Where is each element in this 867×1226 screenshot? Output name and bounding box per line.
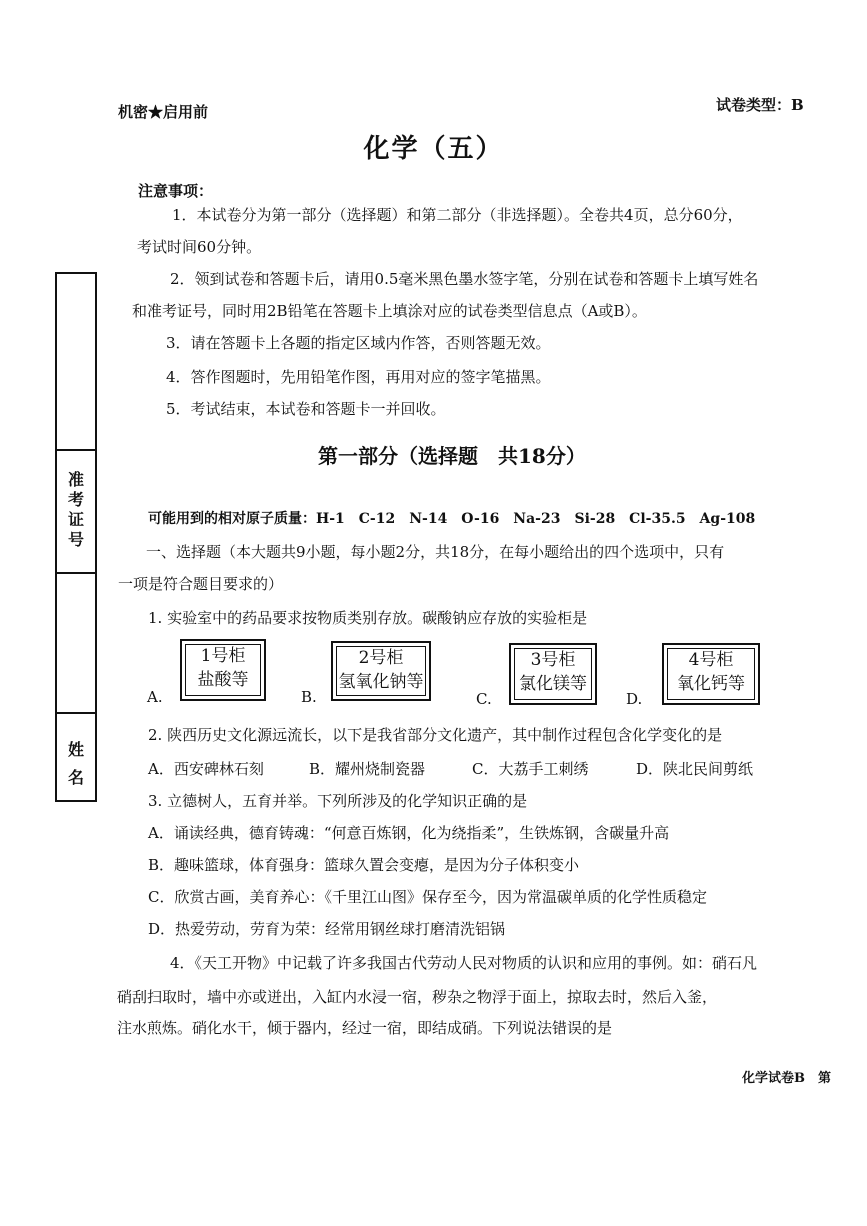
strip-divider-3 — [57, 712, 95, 714]
q4-line-1: 4．《天工开物》中记载了许多我国古代劳动人民对物质的认识和应用的事例。如：硝石凡 — [170, 954, 758, 972]
note-1-line-1: 1．本试卷分为第一部分（选择题）和第二部分（非选择题）。全卷共4页，总分60分， — [172, 206, 743, 224]
strip-divider-1 — [57, 449, 95, 451]
name-label: 姓名 — [67, 740, 84, 787]
cabinet-number: 1号柜 — [200, 646, 246, 666]
q2-option-b: B．耀州烧制瓷器 — [309, 760, 426, 778]
cabinet-number: 3号柜 — [530, 650, 576, 670]
cabinet-inner-frame — [336, 646, 426, 696]
exam-id-label: 准考证号 — [67, 470, 84, 549]
binding-strip — [55, 272, 97, 802]
part1-title: 第一部分（选择题 共18分） — [318, 444, 586, 468]
q3-stem: 3. 立德树人，五育并举。下列所涉及的化学知识正确的是 — [148, 792, 528, 810]
q1-option-d-cabinet — [662, 643, 760, 705]
q3-option-a: A．诵读经典，德育铸魂：“何意百炼钢，化为绕指柔”，生铁炼钢，含碳量升高 — [148, 824, 670, 842]
cabinet-inner-frame — [667, 648, 755, 700]
note-2-line-1: 2．领到试卷和答题卡后，请用0.5毫米黑色墨水签字笔，分别在试卷和答题卡上填写姓名 — [170, 270, 759, 288]
footer-page-label: 化学试卷B 第 — [742, 1071, 831, 1086]
note-1-line-2: 考试时间60分钟。 — [137, 238, 262, 256]
q1-stem: 1. 实验室中的药品要求按物质类别存放。碳酸钠应存放的实验柜是 — [148, 609, 588, 627]
note-4: 4．答作图题时，先用铅笔作图，再用对应的签字笔描黑。 — [166, 368, 551, 386]
section-line-2: 一项是符合题目要求的） — [118, 575, 284, 593]
q4-line-3: 注水煎炼。硝化水干，倾于器内，经过一宿，即结成硝。下列说法错误的是 — [117, 1019, 613, 1037]
strip-divider-2 — [57, 572, 95, 574]
cabinet-contents: 氧化钙等 — [677, 674, 745, 694]
section-line-1: 一、选择题（本大题共9小题，每小题2分，共18分，在每小题给出的四个选项中，只有 — [146, 543, 725, 561]
confidential-label: 机密★启用前 — [118, 103, 209, 121]
cabinet-inner-frame — [514, 648, 592, 700]
note-2-line-2: 和准考证号，同时用2B铅笔在答题卡上填涂对应的试卷类型信息点（A或B）。 — [132, 302, 647, 320]
q2-stem: 2. 陕西历史文化源远流长，以下是我省部分文化遗产，其中制作过程包含化学变化的是 — [148, 726, 723, 744]
q4-line-2: 硝刮扫取时，墙中亦或迸出，入缸内水浸一宿，秽杂之物浮于面上，掠取去时，然后入釜， — [117, 988, 718, 1006]
q1-option-a-cabinet — [180, 639, 266, 701]
q2-option-c: C．大荔手工刺绣 — [472, 760, 589, 778]
cabinet-contents: 氯化镁等 — [519, 674, 587, 694]
cabinet-inner-frame — [185, 644, 261, 696]
atomic-mass-line: 可能用到的相对原子质量：H-1 C-12 N-14 O-16 Na-23 Si-28 Cl-35.5 Ag-108 — [148, 511, 756, 527]
page-title: 化学（五） — [363, 134, 504, 164]
q1-option-c-letter: C. — [476, 690, 492, 708]
note-3: 3．请在答题卡上各题的指定区域内作答，否则答题无效。 — [166, 334, 551, 352]
q1-option-b-letter: B. — [301, 688, 317, 706]
notes-heading: 注意事项： — [138, 182, 214, 200]
cabinet-contents: 氢氧化钠等 — [338, 672, 424, 692]
cabinet-contents: 盐酸等 — [197, 670, 249, 690]
q1-option-c-cabinet — [509, 643, 597, 705]
q1-option-b-cabinet — [331, 641, 431, 701]
note-5: 5．考试结束，本试卷和答题卡一并回收。 — [166, 400, 446, 418]
q3-option-b: B．趣味篮球，体育强身：篮球久置会变瘪，是因为分子体积变小 — [148, 856, 580, 874]
q2-option-a: A．西安碑林石刻 — [148, 760, 264, 778]
q1-option-a-letter: A. — [147, 688, 163, 706]
cabinet-number: 4号柜 — [688, 650, 734, 670]
q3-option-d: D．热爱劳动，劳育为荣：经常用钢丝球打磨清洗铝锅 — [148, 920, 506, 938]
paper-type-label: 试卷类型：B — [716, 96, 804, 114]
q1-option-d-letter: D. — [626, 690, 643, 708]
q2-option-d: D．陕北民间剪纸 — [636, 760, 754, 778]
cabinet-number: 2号柜 — [358, 648, 404, 668]
q3-option-c: C．欣赏古画，美育养心：《千里江山图》保存至今，因为常温碳单质的化学性质稳定 — [148, 888, 707, 906]
